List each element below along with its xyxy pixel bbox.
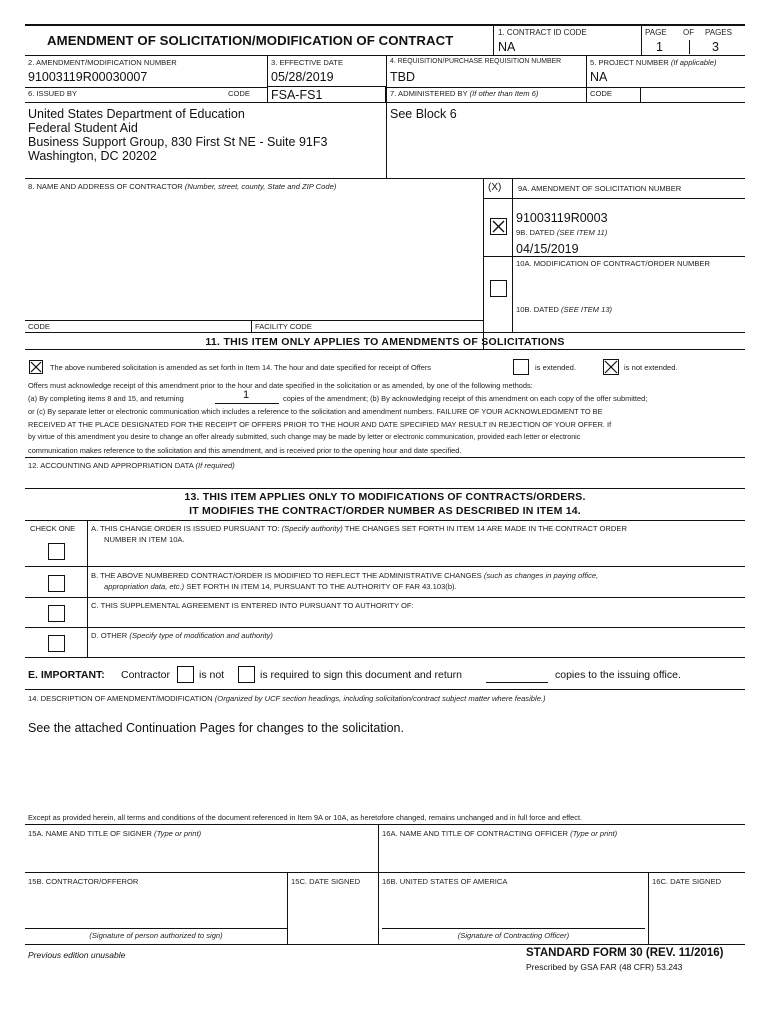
row1-bottom-line [25,55,745,56]
effective-date[interactable]: 05/28/2019 [271,70,334,84]
option-d-bottom-line [25,657,745,658]
issuer-address-line: Business Support Group, 830 First St NE - Suite 91F3 [28,135,328,149]
block12-bottom-line [25,488,745,489]
option-d-text [91,632,273,640]
block8-code-label: CODE [28,322,50,331]
contractor-signature-note-text: (Signature of person authorized to sign) [89,931,223,940]
option-b-note2: appropriation data, etc.) [104,582,185,591]
extended-label: is extended. [535,363,576,372]
section11-paragraph: copies of the amendment; (b) By acknowledging receipt of this amendment on each copy of the offer submitted; [283,394,648,403]
section11-line1: The above numbered solicitation is amended as set forth in Item 14. The hour and date specified for receipt of Offers [50,363,431,372]
amended-checkbox[interactable] [29,360,43,374]
is-required-label: is required to sign this document and return [260,669,462,681]
check-x-icon [30,361,42,373]
section11-paragraph: or (c) By separate letter or electronic communication which includes a reference to the solicitation and amendment numbers. FAILURE OF YOUR ACKNOWLEDGMENT TO BE [28,407,603,416]
page-number: 1 [656,40,663,54]
total-pages: 3 [712,40,719,54]
amendment-number[interactable]: 91003119R00030007 [28,70,148,84]
form-title: AMENDMENT OF SOLICITATION/MODIFICATION OF CONTRACT [47,33,454,48]
block15a-label [28,830,201,838]
block13-heading-bottom-line [25,520,745,521]
block15c-label: 15C. DATE SIGNED [291,877,361,886]
option-a-label: A. THIS CHANGE ORDER IS ISSUED PURSUANT TO: [91,524,280,533]
is-not-label: is not [199,669,225,681]
block2-label: 2. AMENDMENT/MODIFICATION NUMBER [28,58,177,67]
block9b-label-note: (SEE ITEM 11) [556,228,608,237]
contract-id-code[interactable]: NA [498,40,516,54]
divider [493,24,494,55]
divider [648,872,649,944]
divider [386,55,387,178]
block1-label: 1. CONTRACT ID CODE [498,28,587,37]
section11-paragraph: RECEIVED AT THE PLACE DESIGNATED FOR THE RECEIPT OF OFFERS PRIOR TO THE HOUR AND DATE SPECIFIED MAY RESULT IN REJECTION OF YOUR OFFER. If [28,420,612,429]
check-one-label: CHECK ONE [30,524,76,533]
block16a-label [382,830,617,838]
top-border [25,24,745,26]
description-value[interactable]: See the attached Continuation Pages for changes to the solicitation. [28,721,404,735]
block12-label-text: 12. ACCOUNTING AND APPROPRIATION DATA [28,461,194,470]
section11-paragraph: (a) By completing items 8 and 15, and returning [28,394,184,403]
not-extended-label: is not extended. [624,363,678,372]
not-extended-checkbox[interactable] [603,359,619,375]
is-required-checkbox[interactable] [238,666,255,683]
officer-signature-note-text: (Signature of Contracting Officer) [457,931,570,940]
block3-label: 3. EFFECTIVE DATE [271,58,344,67]
block6-label: 6. ISSUED BY [28,89,77,98]
divider [87,520,88,657]
divider [483,178,484,349]
block8-label-text: 8. NAME AND ADDRESS OF CONTRACTOR [28,182,183,191]
page-label: PAGE [645,28,667,37]
divider [586,55,587,102]
facility-code-label: FACILITY CODE [255,322,312,331]
section11-paragraph: Offers must acknowledge receipt of this amendment prior to the hour and date specified in the solicitation or as amended, by one of the following methods: [28,381,533,390]
option-d-checkbox[interactable] [48,635,65,652]
option-b-bottom-line [25,597,745,598]
bottom-border [25,944,745,945]
divider [483,256,745,257]
divider [640,87,641,102]
contractor-signature-note [25,932,287,940]
option-b-text-line2 [104,583,457,591]
block14-label-text: 14. DESCRIPTION OF AMENDMENT/MODIFICATION [28,694,213,703]
block16a-label-text: 16A. NAME AND TITLE OF CONTRACTING OFFICER [382,829,568,838]
block16a-label-note: (Type or print) [570,829,618,838]
block7-label [390,90,538,98]
option-b-note: (such as changes in paying office, [483,571,599,580]
divider [25,320,483,321]
block5-label-text: 5. PROJECT NUMBER [590,58,669,67]
previous-edition-text: Previous edition unusable [28,950,126,960]
option-a-text [91,525,627,533]
option-a-checkbox[interactable] [48,543,65,560]
option-b-rest: SET FORTH IN ITEM 14, PURSUANT TO THE AUTHORITY OF FAR 43.103(b). [186,582,457,591]
divider [512,178,513,332]
requisition-number[interactable]: TBD [390,70,415,84]
officer-signature-note [382,932,645,940]
block14-label [28,695,546,703]
signature-line-15b [25,928,287,929]
block10b-label [516,306,612,314]
block8-label-note: (Number, street, county, State and ZIP Code) [184,182,337,191]
block7-label-note: (If other than Item 6) [469,89,539,98]
copies-returned-value[interactable]: 1 [243,389,250,401]
block7-label-text: 7. ADMINISTERED BY [390,89,468,98]
block11-bottom-line [25,457,745,458]
block10-checkbox[interactable] [490,280,507,297]
block12-label [28,462,235,470]
option-b-checkbox[interactable] [48,575,65,592]
block10b-label-note: (SEE ITEM 13) [561,305,613,314]
block4-label: 4. REQUISITION/PURCHASE REQUISITION NUMBER [390,58,562,65]
block15a-label-note: (Type or print) [154,829,202,838]
signature-line-16b [382,928,645,929]
prescribed-by: Prescribed by GSA FAR (48 CFR) 53.243 [526,962,683,972]
block9-checkbox[interactable] [490,218,507,235]
extended-checkbox[interactable] [513,359,529,375]
block12-label-note: (If required) [195,461,235,470]
solicitation-number[interactable]: 91003119R0003 [516,211,608,225]
option-d-label: D. OTHER [91,631,128,640]
divider [689,40,690,54]
contractor-label: Contractor [121,669,171,681]
block6-bottom-line [25,178,745,179]
divider [483,198,745,199]
option-d-note: (Specify type of modification and authority) [129,631,273,640]
option-a-bottom-line [25,566,745,567]
block15a-bottom-line [25,872,745,873]
block10a-label: 10A. MODIFICATION OF CONTRACT/ORDER NUMBER [516,259,710,268]
of-label: OF [683,28,695,37]
option-c-text: C. THIS SUPPLEMENTAL AGREEMENT IS ENTERED INTO PURSUANT TO AUTHORITY OF: [91,601,414,610]
option-a-text-line2: NUMBER IN ITEM 10A. [104,535,185,544]
section11-paragraph: communication makes reference to the solicitation and this amendment, and is received prior to the opening hour and date specified. [28,446,462,455]
important-bottom-line [25,689,745,690]
issuer-address-line: Federal Student Aid [28,121,138,135]
block6-code-label: CODE [228,89,250,98]
pages-label: PAGES [705,28,732,37]
form-number: STANDARD FORM 30 (REV. 11/2016) [526,947,724,959]
copies-blank-line[interactable] [486,682,548,683]
option-a-rest: THE CHANGES SET FORTH IN ITEM 14 ARE MADE IN THE CONTRACT ORDER [344,524,627,533]
option-c-checkbox[interactable] [48,605,65,622]
section11-paragraph: by virtue of this amendment you desire to change an offer already submitted, such change may be made by letter or electronic communication, provided each letter or electronic [28,433,581,441]
copies-returned-line [215,403,279,404]
check-x-icon [491,219,506,234]
issuer-address-line: United States Department of Education [28,107,245,121]
block15b-label: 15B. CONTRACTOR/OFFEROR [28,877,139,886]
project-number[interactable]: NA [590,70,608,84]
divider [287,872,288,944]
is-not-checkbox[interactable] [177,666,194,683]
issued-by-code[interactable]: FSA-FS1 [271,88,323,102]
block9a-label: 9A. AMENDMENT OF SOLICITATION NUMBER [518,184,682,193]
block8-bottom-line [25,332,745,333]
block10b-label-text: 10B. DATED [516,305,559,314]
previous-edition-note [28,951,125,960]
block5-label [590,59,716,67]
block9b-label [516,229,607,237]
divider [251,320,252,332]
section13-subheading: IT MODIFIES THE CONTRACT/ORDER NUMBER AS DESCRIBED IN ITEM 14. [189,505,581,517]
block9b-label-text: 9B. DATED [516,228,555,237]
option-c-bottom-line [25,627,745,628]
block8-label [28,183,336,191]
option-a-note: (Specify authority) [281,524,343,533]
solicitation-date[interactable]: 04/15/2019 [516,242,579,256]
block5-label-note: (If applicable) [670,58,717,67]
issuer-address-line: Washington, DC 20202 [28,149,157,163]
block16c-label: 16C. DATE SIGNED [652,877,722,886]
section11-heading: 11. THIS ITEM ONLY APPLIES TO AMENDMENTS OF SOLICITATIONS [205,336,565,348]
section13-heading: 13. THIS ITEM APPLIES ONLY TO MODIFICATIONS OF CONTRACTS/ORDERS. [184,491,586,503]
administered-by-value[interactable]: See Block 6 [390,107,457,121]
divider [641,24,642,55]
option-b-label: B. THE ABOVE NUMBERED CONTRACT/ORDER IS MODIFIED TO REFLECT THE ADMINISTRATIVE CHANGES [91,571,482,580]
block9-x-label: (X) [488,182,502,193]
block16b-label: 16B. UNITED STATES OF AMERICA [382,877,508,886]
terms-unchanged-note: Except as provided herein, all terms and conditions of the document referenced in Item 9A or 10A, as heretofore changed, remains unchanged and in full force and effect. [28,813,583,822]
copies-to-issuing-office: copies to the issuing office. [555,669,681,681]
block14-label-note: (Organized by UCF section headings, including solicitation/contract subject matter where feasible.) [214,694,546,703]
block11-heading-bottom-line [25,349,745,350]
important-label: E. IMPORTANT: [28,669,105,681]
divider [378,824,379,944]
block7-code-label: CODE [590,89,612,98]
option-b-text [91,572,598,580]
block15a-label-text: 15A. NAME AND TITLE OF SIGNER [28,829,152,838]
check-x-icon [604,360,618,374]
block14-bottom-line [25,824,745,825]
